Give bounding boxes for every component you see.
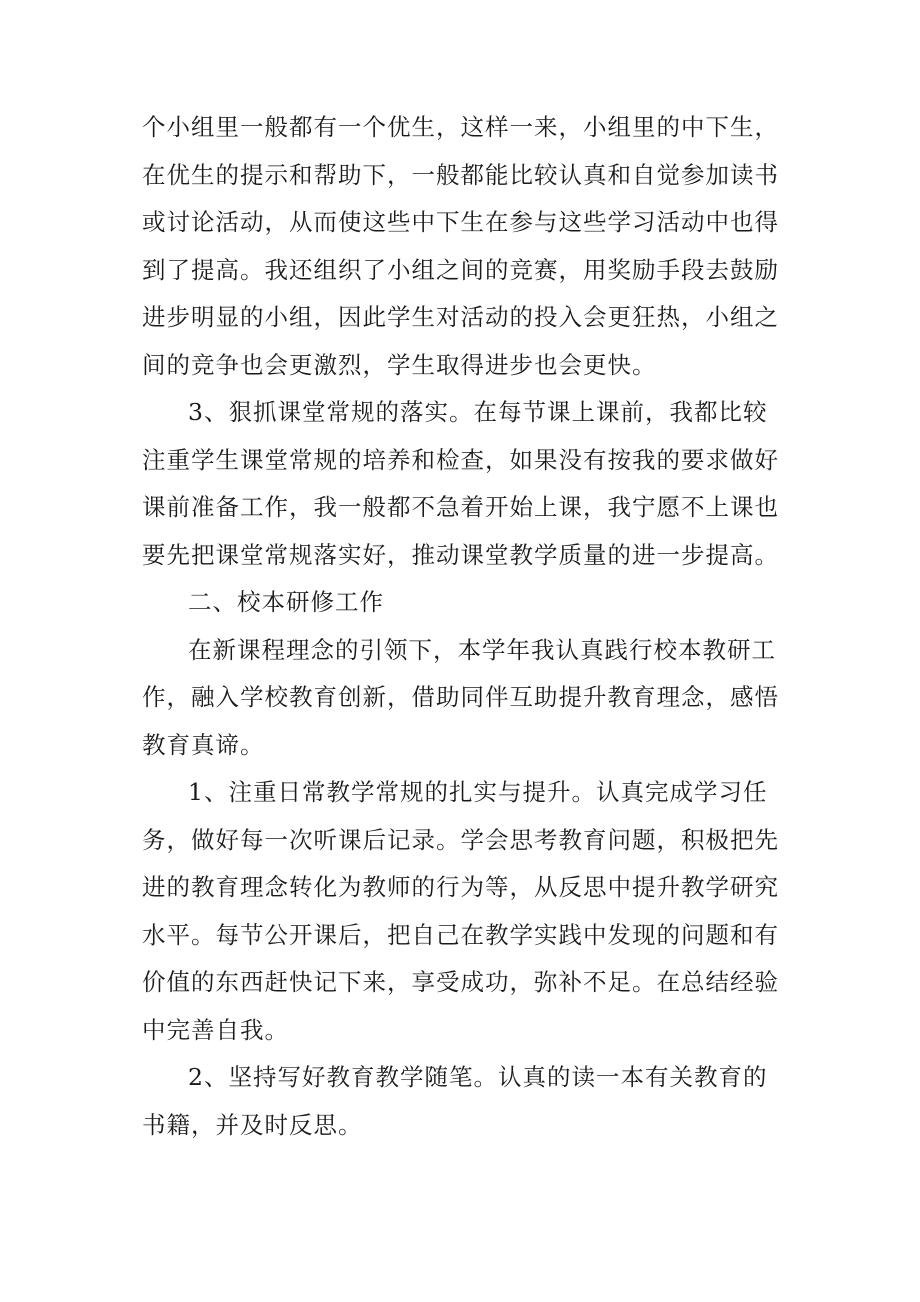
paragraph-line: 进步明显的小组，因此学生对活动的投入会更狂热，小组之 xyxy=(142,303,779,331)
paragraph-line: 书籍，并及时反思。 xyxy=(142,1110,363,1139)
paragraph-line: 间的竞争也会更激烈，学生取得进步也会更快。 xyxy=(142,350,657,379)
paragraph-line: 水平。每节公开课后，把自己在教学实践中发现的问题和有 xyxy=(142,920,779,949)
paragraph-line: 教育真谛。 xyxy=(142,730,265,759)
paragraph-first-line: 1、注重日常教学常规的扎实与提升。认真完成学习任 xyxy=(188,778,768,806)
paragraph-line: 价值的东西赶快记下来，享受成功，弥补不足。在总结经验 xyxy=(142,968,779,996)
paragraph-line: 或讨论活动，从而使这些中下生在参与这些学习活动中也得 xyxy=(142,208,779,236)
paragraph-line: 务，做好每一次听课后记录。学会思考教育问题，积极把先 xyxy=(142,825,779,854)
section-heading: 二、校本研修工作 xyxy=(188,588,384,616)
paragraph-line: 到了提高。我还组织了小组之间的竞赛，用奖励手段去鼓励 xyxy=(142,255,779,284)
paragraph-line: 进的教育理念转化为教师的行为等，从反思中提升教学研究 xyxy=(142,873,779,901)
paragraph-first-line: 2、坚持写好教育教学随笔。认真的读一本有关教育的 xyxy=(188,1063,768,1091)
paragraph-first-line: 3、狠抓课堂常规的落实。在每节课上课前，我都比较 xyxy=(188,398,768,426)
paragraph-first-line: 在新课程理念的引领下，本学年我认真践行校本教研工 xyxy=(188,635,776,664)
paragraph-line: 在优生的提示和帮助下，一般都能比较认真和自觉参加读书 xyxy=(142,160,779,189)
paragraph-line: 课前准备工作，我一般都不急着开始上课，我宁愿不上课也 xyxy=(142,493,779,521)
document-body xyxy=(142,104,792,1149)
paragraph-line: 注重学生课堂常规的培养和检查，如果没有按我的要求做好 xyxy=(142,445,779,474)
paragraph-line: 作，融入学校教育创新，借助同伴互助提升教育理念，感悟 xyxy=(142,683,779,711)
paragraph-line: 个小组里一般都有一个优生，这样一来，小组里的中下生， xyxy=(142,113,779,141)
paragraph-line: 中完善自我。 xyxy=(142,1015,289,1044)
paragraph-line: 要先把课堂常规落实好，推动课堂教学质量的进一步提高。 xyxy=(142,540,779,569)
